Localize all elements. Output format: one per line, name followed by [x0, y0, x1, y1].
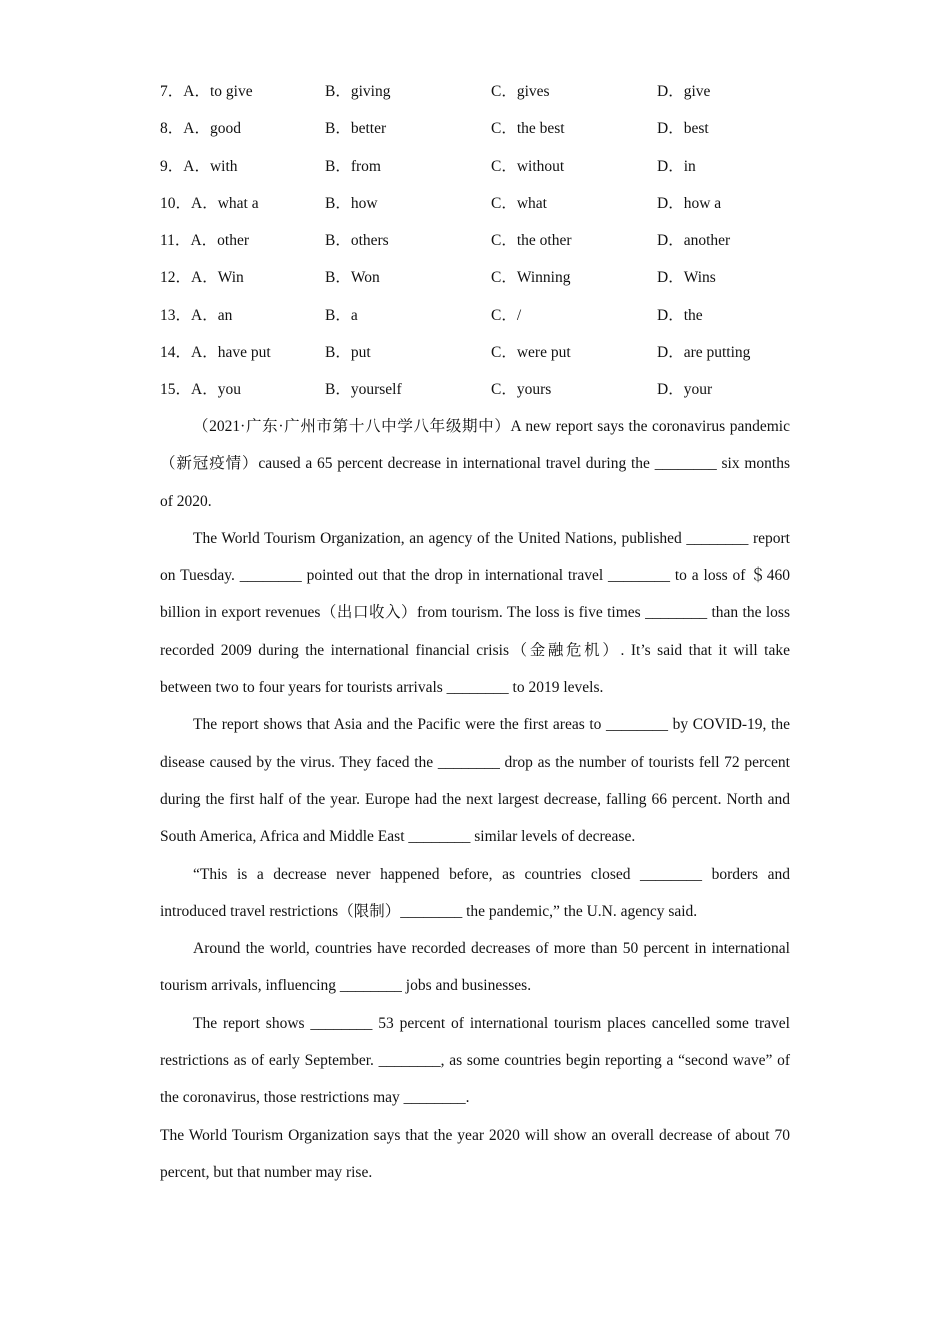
passage-paragraph: The World Tourism Organization says that the year 2020 will show an overall decrease of about 70 percent, but that number may rise.: [160, 1126, 790, 1181]
passage-intro: （2021·广东·广州市第十八中学八年级期中）A new report says the coronavirus pandemic（新冠疫情）caused a 65 percent decrease in international travel during the ________ six months of 2020.: [160, 418, 790, 510]
option-c: C．/: [491, 306, 522, 324]
options-row-13: [160, 297, 800, 334]
option-d: D．your: [657, 381, 713, 399]
option-d: D．Wins: [657, 269, 716, 287]
option-a: 11．A．other: [160, 232, 249, 250]
option-a: 13．A．an: [160, 306, 233, 324]
options-row-9: [160, 148, 800, 185]
passage-paragraph: The report shows that Asia and the Pacific were the first areas to ________ by COVID-19, the disease caused by the virus. They faced the ________ drop as the number of tourists fell 72 percent during the first half of the year. Europe had the next largest decrease, falling 66 percent. North and South America, Africa and Middle East ________ similar levels of decrease.: [160, 716, 790, 846]
passage-paragraph: The report shows ________ 53 percent of international tourism places cancelled some travel restrictions as of early September. ________, as some countries begin reporting a “second wave” of the coronavirus, those restrictions may ________.: [160, 1014, 790, 1107]
option-c: C．yours: [491, 381, 552, 399]
option-d: D．in: [657, 157, 696, 175]
option-b: B．giving: [325, 83, 391, 100]
option-a: 9．A．with: [160, 157, 238, 175]
options-row-15: [160, 371, 800, 408]
option-a: 14．A．have put: [160, 344, 271, 362]
options-row-12: [160, 259, 800, 296]
option-b: B．Won: [325, 269, 380, 287]
option-d: D．how a: [657, 194, 722, 212]
option-b: B．others: [325, 232, 389, 250]
options-row-8: [160, 110, 800, 147]
option-c: C．gives: [491, 83, 550, 100]
passage-paragraph: The World Tourism Organization, an agency of the United Nations, published ________ report on Tuesday. ________ pointed out that the drop in international travel ________ to a loss of ＄460 billion in export revenues（出口收入）from tourism. The loss is five times ________ than the loss recorded 2009 during the international financial crisis（金融危机）. It’s said that it will take between two to four years for tourists arrivals ________ to 2019 levels.: [160, 529, 790, 697]
cloze-passage: [160, 408, 790, 1191]
options-row-7: [160, 73, 800, 110]
option-d: D．the: [657, 306, 703, 324]
option-a: 7．A．to give: [160, 83, 253, 100]
option-d: D．are putting: [657, 344, 751, 362]
option-a: 15．A．you: [160, 381, 241, 399]
passage-paragraph: Around the world, countries have recorded decreases of more than 50 percent in international tourism arrivals, influencing ________ jobs and businesses.: [160, 940, 790, 995]
option-c: C．Winning: [491, 269, 571, 287]
option-b: B．better: [325, 120, 387, 138]
option-d: D．best: [657, 120, 709, 138]
option-c: C．the other: [491, 232, 572, 250]
option-b: B．how: [325, 194, 378, 212]
options-row-10: [160, 185, 800, 222]
option-d: D．another: [657, 232, 731, 250]
option-c: C．were put: [491, 344, 571, 362]
option-b: B．a: [325, 306, 358, 324]
option-a: 12．A．Win: [160, 269, 244, 287]
option-a: 10．A．what a: [160, 194, 259, 212]
option-b: B．from: [325, 157, 381, 175]
options-row-11: [160, 222, 800, 259]
options-table: [160, 73, 800, 409]
option-c: C．the best: [491, 120, 565, 138]
option-c: C．what: [491, 194, 547, 212]
option-b: B．yourself: [325, 381, 402, 399]
passage-paragraph: “This is a decrease never happened before, as countries closed ________ borders and introduced travel restrictions（限制）________ the pandemic,” the U.N. agency said.: [160, 865, 790, 920]
option-c: C．without: [491, 157, 565, 175]
option-a: 8．A．good: [160, 120, 241, 138]
options-row-14: [160, 334, 800, 371]
option-b: B．put: [325, 344, 371, 362]
option-d: D．give: [657, 83, 711, 100]
